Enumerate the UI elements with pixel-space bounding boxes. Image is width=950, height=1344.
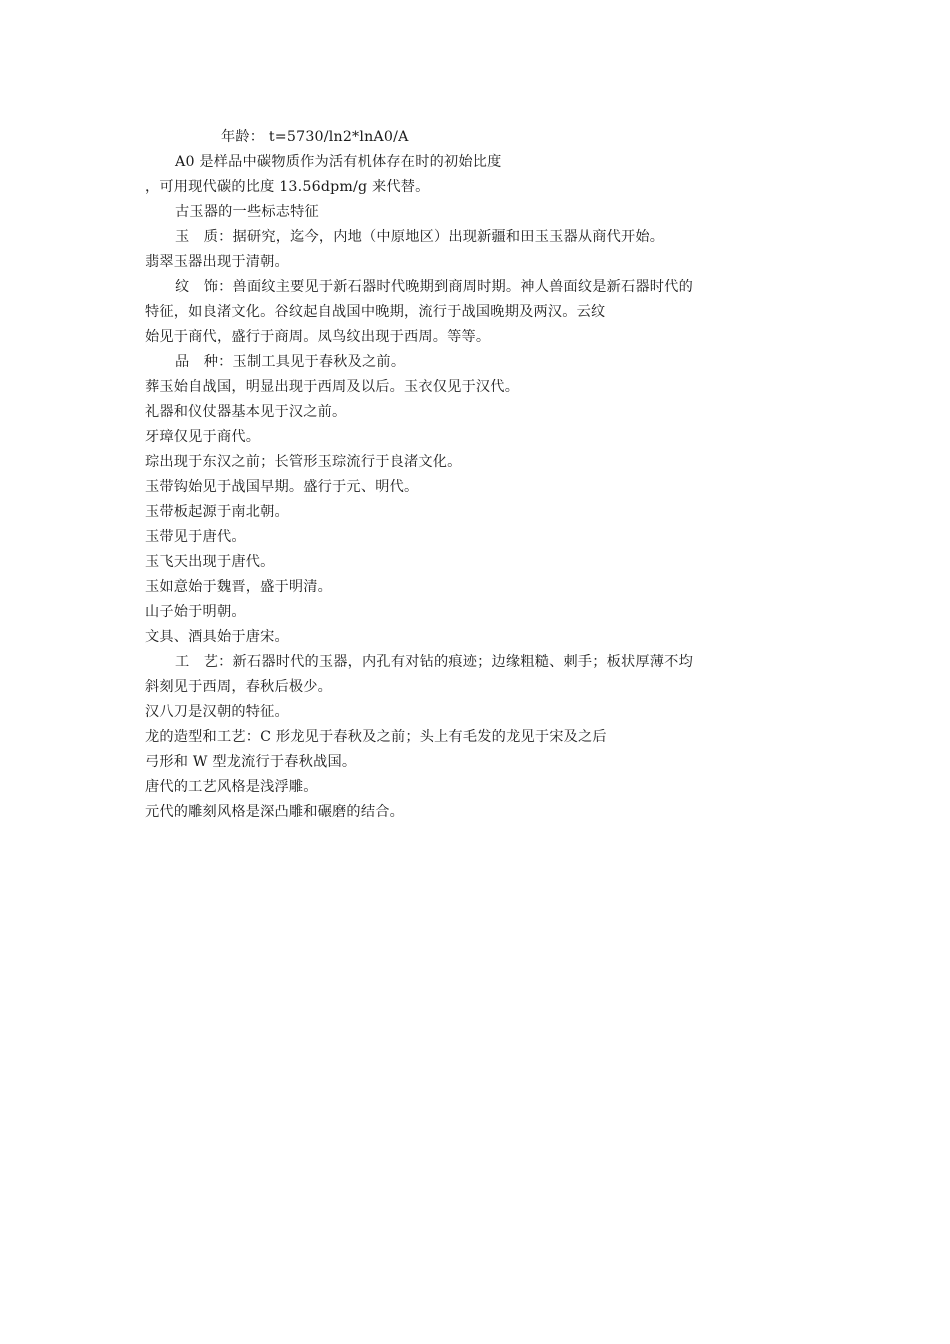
paragraph-line: 弓形和 W 型龙流行于春秋战国。 (145, 754, 357, 770)
paragraph-line: 牙璋仅见于商代。 (145, 429, 261, 445)
paragraph-line: 汉八刀是汉朝的特征。 (145, 704, 289, 720)
paragraph-line: 工 艺：新石器时代的玉器，内孔有对钻的痕迹；边缘粗糙、刺手；板状厚薄不均 (175, 654, 693, 670)
paragraph-line: 葬玉始自战国，明显出现于西周及以后。玉衣仅见于汉代。 (145, 379, 520, 395)
paragraph-line: 玉带板起源于南北朝。 (145, 504, 289, 520)
paragraph-line: 特征，如良渚文化。谷纹起自战国中晚期，流行于战国晚期及两汉。云纹 (145, 304, 606, 320)
paragraph-line: 元代的雕刻风格是深凸雕和碾磨的结合。 (145, 804, 404, 820)
paragraph-line: 琮出现于东汉之前；长管形玉琮流行于良渚文化。 (145, 454, 462, 470)
document-body (145, 125, 785, 825)
paragraph-line: 礼器和仪仗器基本见于汉之前。 (145, 404, 347, 420)
paragraph-line: 山子始于明朝。 (145, 604, 246, 620)
section-heading: 古玉器的一些标志特征 (175, 204, 319, 220)
paragraph-line: 品 种：玉制工具见于春秋及之前。 (175, 354, 406, 370)
paragraph-line: 唐代的工艺风格是浅浮雕。 (145, 779, 318, 795)
paragraph-line: 始见于商代，盛行于商周。凤鸟纹出现于西周。等等。 (145, 329, 491, 345)
paragraph-line: 玉飞天出现于唐代。 (145, 554, 275, 570)
paragraph-line: 玉 质：据研究，迄今，内地（中原地区）出现新疆和田玉玉器从商代开始。 (175, 229, 665, 245)
paragraph-line: 玉带钩始见于战国早期。盛行于元、明代。 (145, 479, 419, 495)
paragraph-line: 龙的造型和工艺：C 形龙见于春秋及之前；头上有毛发的龙见于宋及之后 (145, 729, 607, 745)
paragraph-line: 斜刻见于西周，春秋后极少。 (145, 679, 333, 695)
paragraph-line: 文具、酒具始于唐宋。 (145, 629, 289, 645)
paragraph-line: 玉如意始于魏晋，盛于明清。 (145, 579, 333, 595)
formula-line: 年龄： t=5730/ln2*lnA0/A (221, 129, 409, 145)
paragraph-line: ，可用现代碳的比度 13.56dpm/g 来代替。 (145, 179, 430, 195)
paragraph-line: A0 是样品中碳物质作为活有机体存在时的初始比度 (175, 154, 502, 170)
paragraph-line: 纹 饰：兽面纹主要见于新石器时代晚期到商周时期。神人兽面纹是新石器时代的 (175, 279, 693, 295)
paragraph-line: 玉带见于唐代。 (145, 529, 246, 545)
paragraph-line: 翡翠玉器出现于清朝。 (145, 254, 289, 270)
